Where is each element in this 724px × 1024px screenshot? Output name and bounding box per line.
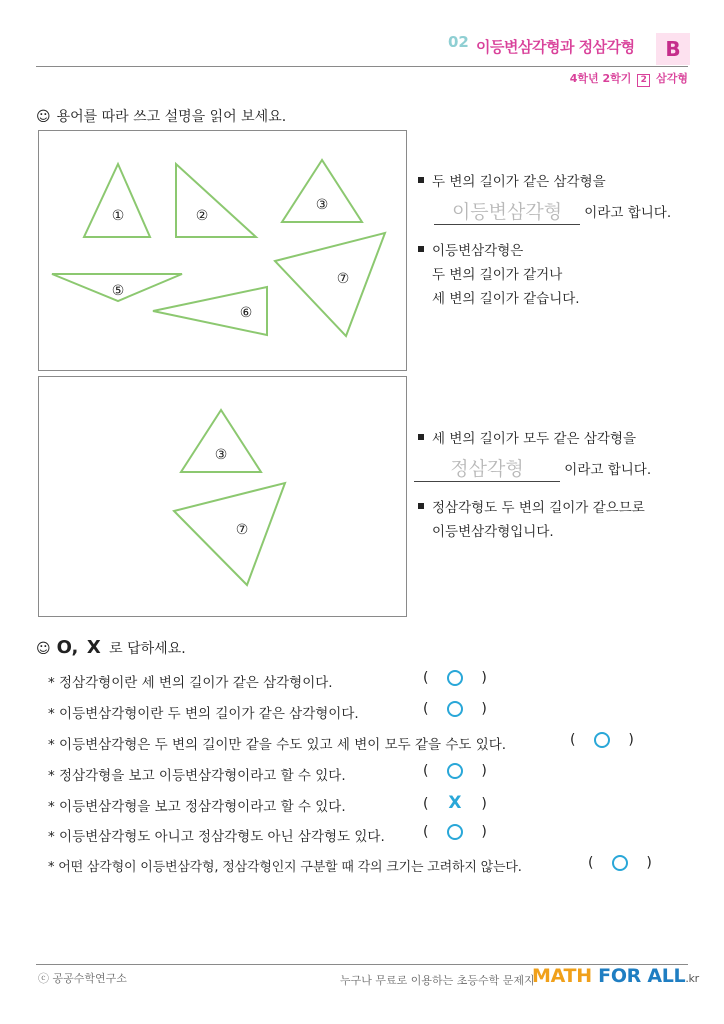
triangle-label: ⑦: [336, 271, 350, 287]
chapter-name: 삼각형: [656, 72, 688, 85]
logo-kr: .kr: [685, 972, 699, 985]
answer-slot: ( ): [570, 732, 634, 748]
explanation-2: [418, 427, 718, 544]
question-row: * 어떤 삼각형이 이등변삼각형, 정삼각형인지 구분할 때 각의 크기는 고려하지 않는다.: [48, 860, 522, 875]
answer-o-mark: [594, 732, 610, 748]
bullet-icon: [418, 434, 424, 440]
triangle-7: [174, 483, 285, 585]
bullet-icon: [418, 246, 424, 252]
text-line: 이등변삼각형입니다.: [432, 524, 554, 540]
triangle-label: ③: [214, 447, 228, 463]
section1-heading: [36, 106, 286, 126]
answer-o-mark: [612, 855, 628, 871]
chapter-number: 2: [637, 74, 650, 87]
answer-slot: ( ): [423, 763, 487, 779]
question-text: 정삼각형을 보고 이등변삼각형이라고 할 수 있다.: [59, 768, 346, 784]
smiley-icon: ☺: [36, 641, 51, 657]
triangle-label: ③: [315, 197, 329, 213]
header-divider: [36, 66, 688, 67]
triangle-7: [275, 233, 385, 336]
question-text: 이등변삼각형은 두 변의 길이만 같을 수도 있고 세 변이 모두 같을 수도 있다.: [59, 737, 507, 753]
triangle-2: [176, 164, 256, 237]
triangle-label: ①: [111, 208, 125, 224]
question-row: * 이등변삼각형을 보고 정삼각형이라고 할 수 있다.: [48, 799, 346, 815]
footer-tagline: 누구나 무료로 이용하는 초등수학 문제지: [340, 974, 535, 987]
question-text: 정삼각형이란 세 변의 길이가 같은 삼각형이다.: [59, 675, 333, 691]
answer-o-mark: [447, 701, 463, 717]
unit-number: 02: [448, 33, 469, 51]
answer-slot: ( ): [588, 855, 652, 871]
question-text: 어떤 삼각형이 이등변삼각형, 정삼각형인지 구분할 때 각의 크기는 고려하지 않는다.: [58, 860, 522, 875]
answer-slot: ( ): [423, 824, 487, 840]
logo-forall: FOR ALL: [598, 965, 686, 987]
text-line: 세 변의 길이가 같습니다.: [432, 291, 580, 307]
question-row: * 정삼각형을 보고 이등변삼각형이라고 할 수 있다.: [48, 768, 346, 784]
grade-label: 4학년 2학기: [569, 72, 632, 85]
triangles-box-1: [38, 130, 407, 371]
explanation-1: [418, 170, 708, 311]
answer-o-mark: [447, 670, 463, 686]
page-title: 이등변삼각형과 정삼각형: [476, 38, 635, 56]
site-logo: [532, 965, 699, 987]
question-row: * 이등변삼각형은 두 변의 길이만 같을 수도 있고 세 변이 모두 같을 수도 있다.: [48, 737, 507, 753]
text-line: 두 변의 길이가 같거나: [432, 267, 563, 283]
question-text: 이등변삼각형도 아니고 정삼각형도 아닌 삼각형도 있다.: [59, 829, 385, 845]
triangles-figure-1: [39, 131, 406, 370]
instruction-text: 로 답하세요.: [109, 641, 186, 657]
triangle-label: ⑤: [111, 283, 125, 299]
triangle-1: [84, 164, 150, 237]
smiley-icon: ☺: [36, 109, 51, 125]
answer-o-mark: [447, 763, 463, 779]
text-line: 정삼각형도 두 변의 길이가 같으므로: [432, 500, 645, 516]
section2-heading: [36, 637, 186, 658]
instruction-x: X: [86, 637, 101, 658]
triangles-figure-2: [39, 377, 406, 616]
text-line: 두 변의 길이가 같은 삼각형을: [432, 174, 606, 190]
question-row: * 이등변삼각형도 아니고 정삼각형도 아닌 삼각형도 있다.: [48, 829, 385, 845]
section1-instruction: 용어를 따라 쓰고 설명을 읽어 보세요.: [56, 109, 287, 125]
triangle-label: ⑦: [235, 522, 249, 538]
triangles-box-2: [38, 376, 407, 617]
answer-slot: ( ): [423, 670, 487, 686]
question-row: * 이등변삼각형이란 두 변의 길이가 같은 삼각형이다.: [48, 706, 359, 722]
text-line: 이라고 합니다.: [584, 205, 672, 221]
text-line: 이등변삼각형은: [432, 243, 524, 259]
answer-blank: 이등변삼각형: [434, 200, 580, 225]
answer-o-mark: [447, 824, 463, 840]
bullet-icon: [418, 503, 424, 509]
text-line: 세 변의 길이가 모두 같은 삼각형을: [432, 431, 637, 447]
grade-chapter: [570, 70, 688, 87]
triangle-label: ⑥: [239, 305, 253, 321]
bullet-icon: [418, 177, 424, 183]
answer-x-mark: X: [448, 793, 462, 813]
copyright: ⓒ 공공수학연구소: [38, 972, 127, 985]
question-row: * 정삼각형이란 세 변의 길이가 같은 삼각형이다.: [48, 675, 333, 691]
instruction-o: O,: [56, 637, 79, 658]
level-badge: B: [656, 33, 690, 65]
triangle-label: ②: [195, 208, 209, 224]
answer-slot: ( X ): [423, 793, 487, 813]
question-text: 이등변삼각형이란 두 변의 길이가 같은 삼각형이다.: [59, 706, 359, 722]
question-text: 이등변삼각형을 보고 정삼각형이라고 할 수 있다.: [59, 799, 346, 815]
text-line: 이라고 합니다.: [564, 462, 652, 478]
answer-slot: ( ): [423, 701, 487, 717]
answer-blank: 정삼각형: [414, 457, 560, 482]
logo-math: MATH: [532, 965, 592, 987]
